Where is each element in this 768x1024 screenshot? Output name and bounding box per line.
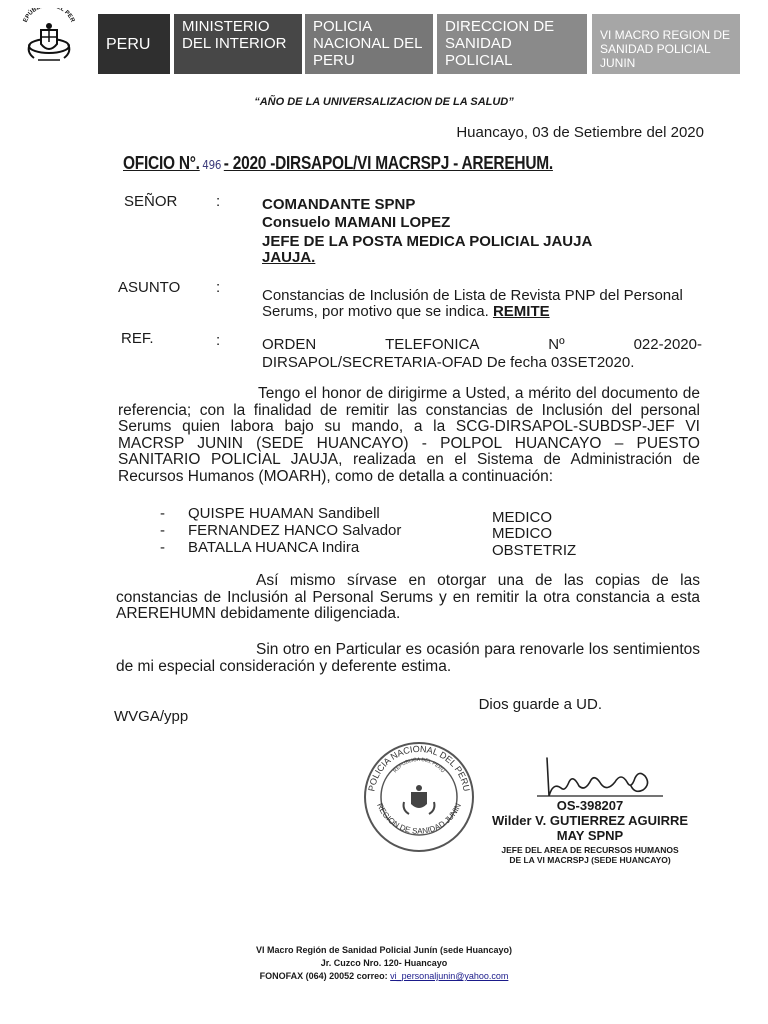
- staff-role: MEDICO: [492, 525, 552, 542]
- addressee-label: SEÑOR: [124, 193, 178, 210]
- national-emblem: [18, 8, 80, 70]
- addressee-city: JAUJA.: [262, 249, 316, 266]
- page-footer: [0, 944, 768, 983]
- svg-text:REGION DE SANIDAD JUNIN: REGION DE SANIDAD JUNIN: [374, 801, 464, 836]
- footer-line-3: [0, 970, 768, 983]
- body-paragraph-1: [118, 386, 700, 485]
- header-box-peru: PERU: [98, 14, 170, 74]
- svg-text:POLICIA NACIONAL DEL PERU: POLICIA NACIONAL DEL PERU: [366, 743, 472, 793]
- signer-rank: MAY SPNP: [556, 828, 624, 843]
- reference-label: REF.: [121, 330, 154, 347]
- body-paragraph-3-text: Sin otro en Particular es ocasión para renovarle los sentimientos de mi especial consideración y deferente estima.: [116, 641, 700, 675]
- handwritten-signature: [535, 752, 665, 802]
- header-box-policia: POLICIA NACIONAL DEL PERU: [305, 14, 433, 74]
- subject-remite: REMITE: [492, 303, 550, 320]
- subject-label: ASUNTO: [118, 279, 181, 296]
- footer-email-link[interactable]: vi_personaljunin@yahoo.com: [390, 971, 509, 981]
- header-box-ministerio: MINISTERIO DEL INTERIOR: [174, 14, 302, 74]
- reference-word-3: Nº: [548, 336, 565, 353]
- reference-word-4: 022-2020-: [633, 336, 702, 353]
- reference-word-2: TELEFONICA: [385, 336, 480, 353]
- svg-text:REPUBLICA DEL PERU: REPUBLICA DEL PERU: [392, 756, 446, 775]
- staff-item: - QUISPE HUAMAN Sandibell: [160, 505, 380, 522]
- staff-name: QUISPE HUAMAN Sandibell: [188, 505, 380, 522]
- footer-line-1: VI Macro Región de Sanidad Policial Junín (sede Huancayo): [255, 945, 513, 955]
- official-seal: [362, 740, 476, 854]
- subject-text: Serums, por motivo que se indica.: [262, 303, 489, 320]
- staff-item: - FERNANDEZ HANCO Salvador: [160, 522, 402, 539]
- police-seal-icon: [362, 740, 476, 854]
- body-paragraph-2: [116, 573, 700, 623]
- reference-initials: WVGA/ypp: [114, 708, 189, 725]
- addressee-rank: COMANDANTE SPNP: [262, 196, 416, 213]
- staff-item: - BATALLA HUANCA Indira: [160, 539, 360, 556]
- reference-line-1: [262, 336, 702, 353]
- oficio-prefix: OFICIO N°.: [123, 153, 200, 173]
- subject-colon: :: [216, 279, 221, 296]
- header-box-macro-region: VI MACRO REGION DE SANIDAD POLICIAL JUNIN: [592, 14, 740, 74]
- signer-cip: OS-398207: [556, 798, 624, 813]
- signer-title-1: JEFE DEL AREA DE RECURSOS HUMANOS: [501, 845, 679, 855]
- signature-block: [490, 798, 690, 865]
- reference-word-1: ORDEN: [262, 336, 317, 353]
- staff-name: FERNANDEZ HANCO Salvador: [188, 522, 402, 539]
- footer-fonofax: FONOFAX (064) 20052 correo:: [259, 971, 388, 981]
- body-paragraph-3: [116, 642, 700, 675]
- addressee-colon: :: [216, 193, 221, 210]
- year-motto: “AÑO DE LA UNIVERSALIZACION DE LA SALUD”: [254, 96, 514, 108]
- staff-role: OBSTETRIZ: [492, 542, 577, 559]
- reference-colon: :: [216, 332, 221, 349]
- subject-line-2: [262, 303, 550, 320]
- header-box-direccion: DIRECCION DE SANIDAD POLICIAL: [437, 14, 587, 74]
- addressee-name: Consuelo MAMANI LOPEZ: [262, 214, 451, 231]
- oficio-number: [123, 153, 553, 174]
- oficio-suffix: - 2020 -DIRSAPOL/VI MACRSPJ - AREREHUM.: [223, 153, 553, 173]
- coat-of-arms-icon: [18, 8, 80, 70]
- signer-name: Wilder V. GUTIERREZ AGUIRRE: [491, 813, 689, 828]
- reference-line-2: DIRSAPOL/SECRETARIA-OFAD De fecha 03SET2020.: [262, 354, 635, 371]
- closing-salutation: Dios guarde a UD.: [478, 696, 602, 713]
- body-paragraph-1-text: Tengo el honor de dirigirme a Usted, a mérito del documento de referencia; con la finalidad de remitir las constancias de Inclusión del personal Serums quien labora bajo su mando, a la SCG-DIRSAPOL-SUBDSP-JEF VI MACRSP JUNIN (SEDE HUANCAYO) - POLPOL HUANCAYO – PUESTO SANITARIO POLICIAL JAUJA, realizada en el Sistema de Administración de Recursos Humanos (MOARH), como de detalla a continuación:: [118, 385, 700, 485]
- body-paragraph-2-text: Así mismo sírvase en otorgar una de las copias de las constancias de Inclusión al Personal Serums y en remitir la otra constancia a esta AREREHUMN debidamente diligenciada.: [116, 572, 700, 622]
- footer-line-2: Jr. Cuzco Nro. 120- Huancayo: [320, 958, 448, 968]
- signer-title-2: DE LA VI MACRSPJ (SEDE HUANCAYO): [509, 855, 671, 865]
- signature-scribble-icon: [535, 752, 665, 802]
- document-date: Huancayo, 03 de Setiembre del 2020: [456, 124, 704, 141]
- staff-name: BATALLA HUANCA Indira: [188, 539, 360, 556]
- oficio-handwritten-number: 496: [202, 158, 222, 172]
- svg-text:REPÚBLICA DEL PERÚ: EPÚBL L PER: [22, 8, 76, 24]
- staff-role: MEDICO: [492, 509, 552, 526]
- subject-line-1: Constancias de Inclusión de Lista de Revista PNP del Personal: [262, 287, 683, 304]
- addressee-position: JEFE DE LA POSTA MEDICA POLICIAL JAUJA: [262, 233, 593, 250]
